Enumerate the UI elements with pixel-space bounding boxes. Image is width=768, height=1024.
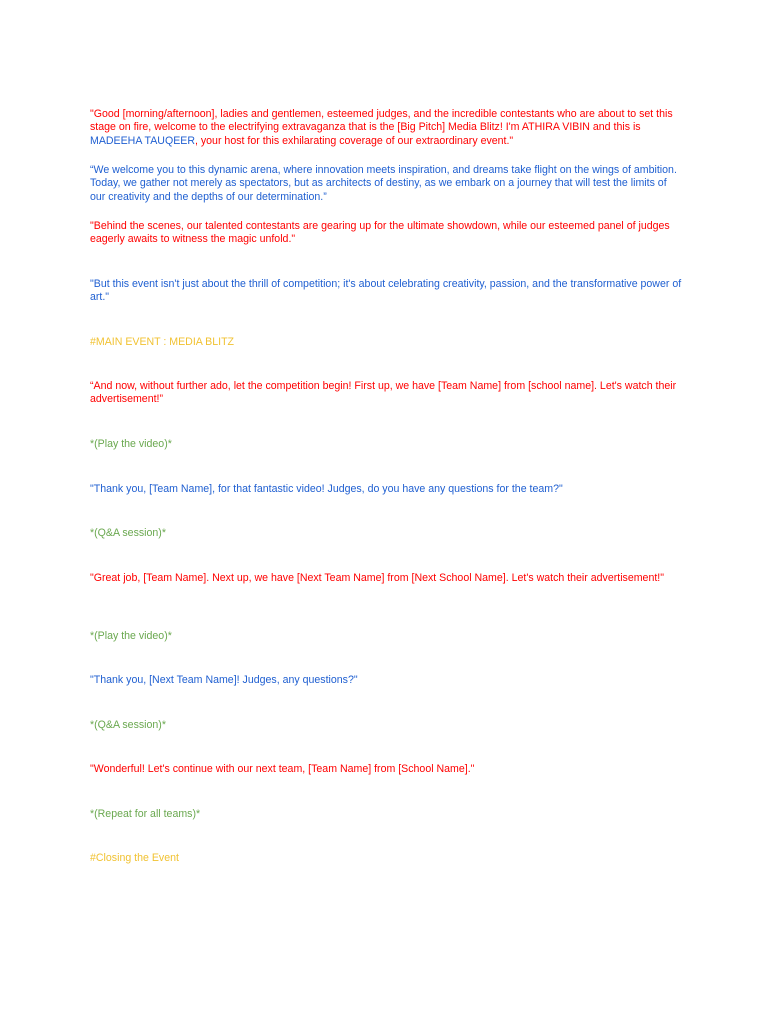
closing-heading: #Closing the Event xyxy=(90,852,179,864)
stage-direction-play-video: *(Play the video)* xyxy=(90,438,172,450)
host-name: MADEEHA TAUQEER xyxy=(90,134,195,147)
stage-direction-repeat: *(Repeat for all teams)* xyxy=(90,808,201,820)
stage-direction-qa: *(Q&A session)* xyxy=(90,719,166,731)
stage-direction-play-video: *(Play the video)* xyxy=(90,630,172,642)
intro-text-part1: "Good [morning/afternoon], ladies and gentlemen, esteemed judges, and the incredible contestants who are about to set this stage on fire, welcome to the electrifying extravaganza that is the [Big Pitch] Media Blitz! I'm ATHIRA VIBIN and this is xyxy=(90,108,673,134)
great-job-paragraph: "Great job, [Team Name]. Next up, we have [Next Team Name] from [Next School Name]. Let's watch their advertisement!" xyxy=(90,572,664,584)
begin-paragraph: “And now, without further ado, let the competition begin! First up, we have [Team Name] from [school name]. Let's watch their advertisement!” xyxy=(90,380,677,406)
celebration-paragraph: "But this event isn't just about the thrill of competition; it's about celebrating creativity, passion, and the transformative power of art." xyxy=(90,278,682,304)
main-event-heading: #MAIN EVENT : MEDIA BLITZ xyxy=(90,336,235,348)
stage-direction-qa: *(Q&A session)* xyxy=(90,527,166,539)
behind-scenes-paragraph: "Behind the scenes, our talented contestants are gearing up for the ultimate showdown, while our esteemed panel of judges eagerly awaits to witness the magic unfold." xyxy=(90,220,670,246)
intro-paragraph xyxy=(90,108,682,148)
intro-text-part2: , your host for this exhilarating coverage of our extraordinary event." xyxy=(194,134,514,147)
thank-next-team-paragraph: "Thank you, [Next Team Name]! Judges, any questions?" xyxy=(90,674,358,686)
thank-team-paragraph: "Thank you, [Team Name], for that fantastic video! Judges, do you have any questions for the team?" xyxy=(90,483,563,495)
welcome-paragraph: “We welcome you to this dynamic arena, where innovation meets inspiration, and dreams take flight on the wings of ambition. Today, we gather not merely as spectators, but as architects of destiny, as we embark on a journey that will test the limits of our creativity and the depths of our determination.” xyxy=(90,164,677,203)
wonderful-paragraph: "Wonderful! Let's continue with our next team, [Team Name] from [School Name]." xyxy=(90,763,475,775)
